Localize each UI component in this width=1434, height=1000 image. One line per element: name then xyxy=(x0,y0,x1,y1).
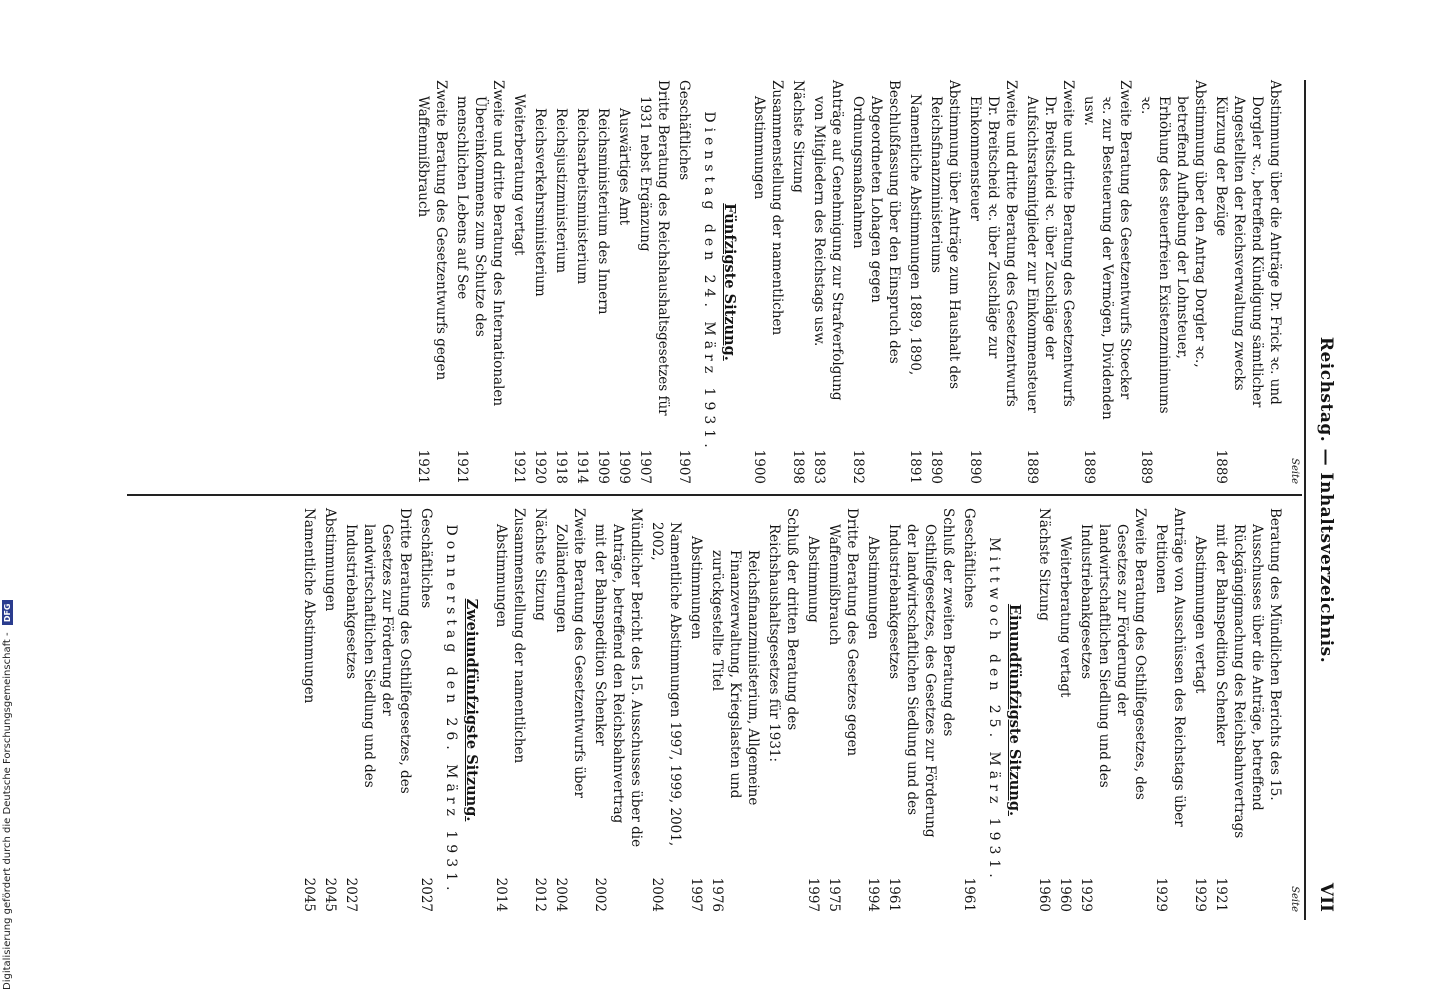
toc-entry xyxy=(1035,508,1053,912)
document-page xyxy=(100,80,1350,920)
entry-page: 1891 xyxy=(907,449,923,484)
entry-page: 1975 xyxy=(826,877,842,912)
toc-entry xyxy=(885,508,957,912)
entry-text: Zweite Beratung des Gesetzentwurfs über Zolländerungen xyxy=(553,508,587,798)
entry-page: 1921 xyxy=(511,449,527,484)
entry-text: Namentliche Abstimmungen 1997, 1999, 2001, 2002, xyxy=(649,522,683,847)
entry-page: 1889 xyxy=(1138,449,1154,484)
entry-text: Geschäftliches xyxy=(676,80,692,181)
entry-text: Zweite und dritte Beratung des Gesetzentwurfs Dr. Breitscheid ꝛc. über Zuschläge zur Einkommensteuer xyxy=(967,80,1019,407)
toc-entry xyxy=(864,508,882,912)
entry-page: 1921 xyxy=(454,449,470,484)
entry-page: 1997 xyxy=(688,877,704,912)
entry-text: Anträge von Ausschüssen des Reichstags über Petitionen xyxy=(1153,508,1187,827)
toc-entry xyxy=(1152,508,1188,912)
toc-entry xyxy=(750,80,786,484)
entry-text: Beschlußfassung über den Einspruch des Abgeordneten Lohagen gegen Ordnungsmaßnahmen xyxy=(850,80,902,364)
entry-text: Abstimmung über den Antrag Dorgler ꝛc., betreffend Aufhebung der Lohnsteuer, Erhöhung des steuerfreien Existenzminimums ꝛc. xyxy=(1138,80,1208,414)
toc-entry xyxy=(1023,80,1077,484)
toc-entry xyxy=(453,80,507,484)
entry-page: 2012 xyxy=(532,877,548,912)
entry-text: Abstimmung xyxy=(805,536,821,623)
session-title: Einundfünfzigste Sitzung. xyxy=(1006,603,1023,817)
entry-page: 1918 xyxy=(553,449,569,484)
entry-page: 1890 xyxy=(928,449,944,484)
entry-text: Nächste Sitzung xyxy=(532,508,548,621)
entry-text: Nächste Sitzung xyxy=(1036,508,1052,621)
dfg-logo: DFG xyxy=(2,601,13,626)
toc-entry xyxy=(531,508,549,912)
entry-text: Zweite und dritte Beratung des Gesetzentwurfs Dr. Breitscheid ꝛc. über Zuschläge der Aufsichtsratsmitglieder zur Einkommensteuer xyxy=(1024,80,1076,413)
toc-entry xyxy=(1137,80,1209,484)
toc-entry xyxy=(594,80,612,484)
session-title: Fünfzigste Sitzung. xyxy=(721,203,738,361)
entry-page: 1889 xyxy=(1213,449,1229,484)
session-date: Mittwoch den 25. März 1931. xyxy=(986,537,1002,883)
entry-text: Zusammenstellung der namentlichen Abstimmungen xyxy=(751,80,785,336)
left-column xyxy=(411,80,1300,484)
entry-page: 1893 xyxy=(811,449,827,484)
session-title: Zweiundfünfzigste Sitzung. xyxy=(463,598,480,822)
entry-page: 1892 xyxy=(850,449,866,484)
toc-entry xyxy=(687,508,705,912)
entry-page: 2027 xyxy=(418,877,434,912)
toc-entry xyxy=(1056,508,1074,912)
entry-text: Schluß der zweiten Beratung des Osthilfegesetzes, des Gesetzes zur Förderung der landwirtschaftlichen Siedlung und des Industriebankgesetzes xyxy=(886,508,956,838)
entry-text: Abstimmungen vertagt xyxy=(1192,536,1208,694)
entry-text: Abstimmung über Anträge zum Haushalt des Reichsfinanzministeriums xyxy=(928,80,962,390)
page-title: Reichstag. — Inhaltsverzeichnis. xyxy=(1316,336,1336,664)
toc-entry xyxy=(1212,508,1284,912)
entry-page: 1907 xyxy=(637,449,653,484)
entry-text: Abstimmungen xyxy=(865,536,881,640)
toc-entry xyxy=(810,80,846,484)
entry-text: Reichsministerium des Innern xyxy=(595,108,611,315)
entry-text: Namentliche Abstimmungen 1889, 1890, xyxy=(907,94,923,376)
toc-entry xyxy=(825,508,861,912)
toc-entry xyxy=(636,80,672,484)
toc-entry xyxy=(615,80,633,484)
entry-text: Zusammenstellung der namentlichen Abstimmungen xyxy=(493,508,527,764)
entry-page: 2014 xyxy=(493,877,509,912)
header-rule xyxy=(1305,80,1307,920)
toc-entry xyxy=(591,508,645,912)
entry-page: 2004 xyxy=(553,877,569,912)
toc-entry xyxy=(906,80,924,484)
entry-page: 1976 xyxy=(709,877,725,912)
toc-entry xyxy=(966,80,1020,484)
entry-page: 1997 xyxy=(805,877,821,912)
entry-page: 1907 xyxy=(676,449,692,484)
page-number: VII xyxy=(1316,882,1336,912)
toc-entry xyxy=(804,508,822,912)
toc-entry xyxy=(648,508,684,912)
entry-text: Weiterberatung vertagt xyxy=(1057,536,1073,698)
entry-page: 1920 xyxy=(532,449,548,484)
toc-entry xyxy=(417,508,435,912)
toc-entry xyxy=(552,80,570,484)
entry-page: 1890 xyxy=(967,449,983,484)
entry-text: Zweite und dritte Beratung des Internationalen Übereinkommens zum Schutze des menschlichen Lebens auf See xyxy=(454,80,506,407)
toc-entry xyxy=(708,508,762,912)
entry-page: 1994 xyxy=(865,877,881,912)
toc-entry xyxy=(789,80,807,484)
entry-page: 1889 xyxy=(1081,449,1097,484)
entry-page: 2045 xyxy=(322,877,338,912)
toc-entry xyxy=(1080,80,1134,484)
session-date: Dienstag den 24. März 1931. xyxy=(701,111,717,453)
entry-page: 1929 xyxy=(1192,877,1208,912)
entry-page: 1960 xyxy=(1057,877,1073,912)
toc-entry xyxy=(573,80,591,484)
entry-page: 1900 xyxy=(751,449,767,484)
entry-page: 2002 xyxy=(592,877,608,912)
entry-text: Dritte Beratung des Gesetzes gegen Waffenmißbrauch xyxy=(826,508,860,757)
toc-entry xyxy=(765,508,801,912)
digitization-credit xyxy=(2,0,13,990)
toc-entry xyxy=(414,80,450,484)
entry-text: Zweite Beratung des Gesetzentwurfs Stoecker ꝛc. zur Besteuerung der Vermögen, Dividenden usw. xyxy=(1081,80,1133,420)
entry-text: Dritte Beratung des Osthilfegesetzes, des Gesetzes zur Förderung der landwirtschaftlichen Siedlung und des Industriebankgesetzes xyxy=(343,508,413,794)
column-divider xyxy=(127,494,1302,496)
entry-text: Abstimmungen xyxy=(688,536,704,640)
entry-page: 1914 xyxy=(574,449,590,484)
entry-page: 1961 xyxy=(961,877,977,912)
toc-entry xyxy=(552,508,588,912)
toc-entry xyxy=(849,80,903,484)
entry-text: Namentliche Abstimmungen xyxy=(301,508,317,704)
entry-text: Dritte Beratung des Reichshaushaltsgesetzes für 1931 nebst Ergänzung xyxy=(637,80,671,416)
entry-page: 1889 xyxy=(1024,449,1040,484)
entry-page: 1909 xyxy=(595,449,611,484)
toc-entry xyxy=(1191,508,1209,912)
credit-text: Digitalisierung gefördert durch die Deutsche Forschungsgemeinschaft - xyxy=(2,632,13,990)
entry-text: Mündlicher Bericht des 15. Ausschusses über die Anträge, betreffend den Reichsbahnvertrag mit der Bahnspedition Schenker xyxy=(592,508,644,848)
toc-entry xyxy=(342,508,414,912)
right-column xyxy=(297,508,1300,912)
entry-text: Weiterberatung vertagt xyxy=(511,94,527,256)
entry-text: Anträge auf Genehmigung zur Strafverfolgung von Mitgliedern des Reichstags usw. xyxy=(811,80,845,401)
entry-text: Beratung des Mündlichen Berichts des 15. Ausschusses über die Anträge, betreffend Rückgängigmachung des Reichsbahnvertrags mit der Bahnspedition Schenker xyxy=(1213,508,1283,839)
entry-page: 1961 xyxy=(886,877,902,912)
entry-page: 1909 xyxy=(616,449,632,484)
entry-text: Reichsfinanzministerium, Allgemeine Finanzverwaltung, Kriegslasten und zurückgestellte Titel xyxy=(709,550,761,806)
toc-entry xyxy=(927,80,963,484)
toc-entry xyxy=(492,508,528,912)
toc-entry xyxy=(1212,80,1284,484)
entry-text: Abstimmung über die Anträge Dr. Frick ꝛc. und Dorgler ꝛc., betreffend Kündigung sämtlicher Angestellten der Reichsverwaltung zwecks Kürzung der Bezüge xyxy=(1213,80,1283,408)
entry-text: Schluß der dritten Beratung des Reichshaushaltsgesetzes für 1931: xyxy=(766,508,800,763)
entry-text: Zweite Beratung des Gesetzentwurfs gegen Waffenmißbrauch xyxy=(415,80,449,381)
toc-entry xyxy=(300,508,318,912)
entry-text: Auswärtiges Amt xyxy=(616,108,632,225)
toc-entry xyxy=(675,80,693,484)
entry-text: Geschäftliches xyxy=(961,508,977,609)
toc-entry xyxy=(531,80,549,484)
entry-page: 1929 xyxy=(1078,877,1094,912)
entry-text: Abstimmungen xyxy=(322,508,338,612)
entry-page: 1921 xyxy=(415,449,431,484)
toc-entry xyxy=(510,80,528,484)
entry-page: 2045 xyxy=(301,877,317,912)
entry-text: Geschäftliches xyxy=(418,508,434,609)
seite-label: Seite xyxy=(1289,458,1300,484)
seite-label: Seite xyxy=(1289,886,1300,912)
toc-entry xyxy=(321,508,339,912)
toc-entry xyxy=(960,508,978,912)
entry-page: 2004 xyxy=(649,877,665,912)
toc-entry xyxy=(1077,508,1149,912)
entry-page: 2027 xyxy=(343,877,359,912)
entry-page: 1929 xyxy=(1153,877,1169,912)
entry-text: Nächste Sitzung xyxy=(790,80,806,193)
entry-page: 1898 xyxy=(790,449,806,484)
session-date: Donnerstag den 26. März 1931. xyxy=(443,524,459,896)
entry-page: 1960 xyxy=(1036,877,1052,912)
entry-text: Reichsverkehrsministerium xyxy=(532,108,548,297)
entry-text: Reichsjustizministerium xyxy=(553,108,569,274)
page-header xyxy=(1306,80,1350,920)
entry-text: Zweite Beratung des Osthilfegesetzes, des Gesetzes zur Förderung der landwirtschaftlichen Siedlung und des Industriebankgesetzes xyxy=(1078,508,1148,800)
entry-text: Reichsarbeitsministerium xyxy=(574,108,590,285)
entry-page: 1921 xyxy=(1213,877,1229,912)
